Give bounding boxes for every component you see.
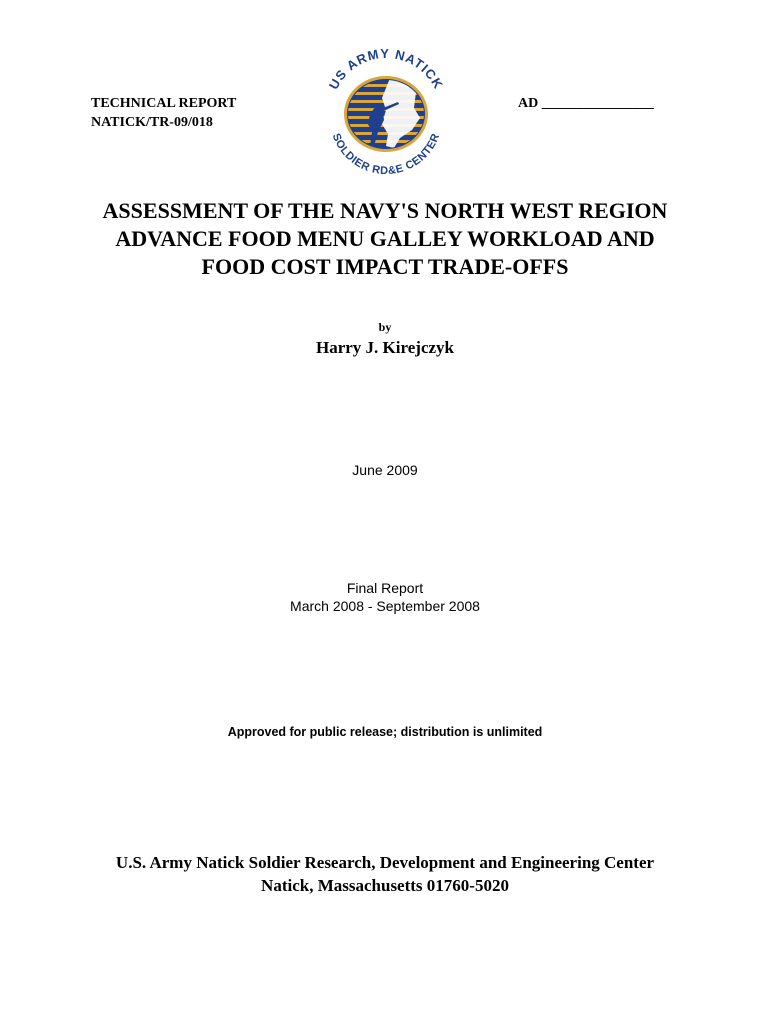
title-line-1: ASSESSMENT OF THE NAVY'S NORTH WEST REGION [102, 198, 668, 223]
organization-name: U.S. Army Natick Soldier Research, Development and Engineering Center [115, 853, 655, 872]
report-title [40, 197, 730, 281]
ad-number-field: AD ________________ [518, 96, 654, 111]
final-report-block [0, 579, 770, 615]
svg-text:SOLDIER RD&E CENTER: SOLDIER RD&E CENTER [329, 131, 443, 178]
organization-block [0, 851, 770, 897]
report-date: June 2009 [352, 462, 418, 478]
title-line-3: FOOD COST IMPACT TRADE-OFFS [201, 254, 569, 279]
report-type: TECHNICAL REPORT [91, 96, 237, 111]
title-line-2: ADVANCE FOOD MENU GALLEY WORKLOAD AND [115, 226, 655, 251]
author-name: Harry J. Kirejczyk [315, 338, 454, 357]
report-number: NATICK/TR-09/018 [91, 115, 213, 130]
natick-seal-logo [316, 48, 456, 178]
distribution-statement: Approved for public release; distribution is unlimited [227, 725, 543, 739]
reporting-period: March 2008 - September 2008 [290, 598, 480, 614]
byline-by: by [378, 320, 392, 334]
report-identifier [91, 94, 236, 132]
organization-address: Natick, Massachusetts 01760-5020 [261, 876, 509, 895]
final-report-label: Final Report [346, 580, 424, 596]
svg-text:US ARMY NATICK: US ARMY NATICK [325, 48, 447, 92]
